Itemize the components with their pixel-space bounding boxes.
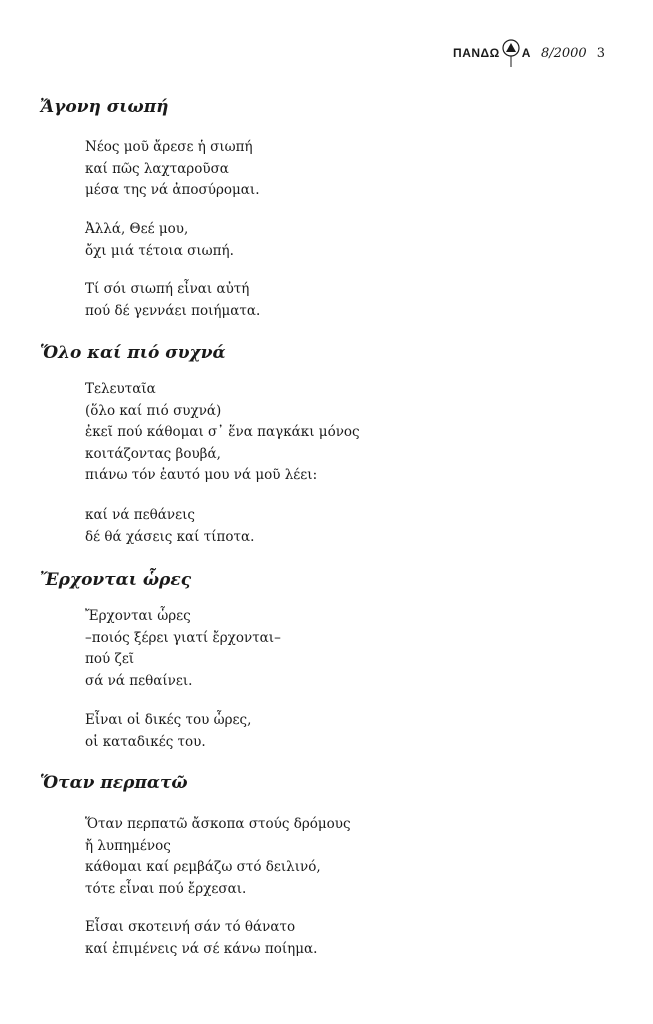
poem-line: Νέος μοῦ ἄρεσε ἡ σιωπή <box>85 139 253 155</box>
poem-title: Ἔρχονται ὧρες <box>40 570 192 590</box>
poem-stanza <box>85 279 260 322</box>
logo-text-left: ΠΑΝΔΩ <box>453 46 500 60</box>
poem-line: ὄχι μιά τέτοια σιωπή. <box>85 242 234 259</box>
poem-line: καί νά πεθάνεις <box>85 507 195 523</box>
poem-title: Ὅλο καί πιό συχνά <box>40 343 226 363</box>
poem-line: μέσα της νά ἀποσύρομαι. <box>85 182 260 198</box>
poem-stanza <box>85 219 234 262</box>
poem-line: καί ἐπιμένεις νά σέ κάνω ποίημα. <box>85 940 318 957</box>
page-header <box>453 38 605 68</box>
poem-line: κάθομαι καί ρεμβάζω στό δειλινό, <box>85 859 321 875</box>
poem-line: Τελευταῖα <box>85 381 156 397</box>
poem-stanza <box>85 505 254 548</box>
poem-line: Εἶσαι σκοτεινή σάν τό θάνατο <box>85 919 296 935</box>
poem-line: ἤ λυπημένος <box>85 837 171 854</box>
poem-title: Ὅταν περπατῶ <box>40 773 188 793</box>
poem-line: Ἀλλά, Θεέ μου, <box>85 221 189 237</box>
poem-line: κοιτάζοντας βουβά, <box>85 445 221 462</box>
poem-stanza <box>85 379 360 487</box>
poem-line: Εἶναι οἱ δικές του ὧρες, <box>85 712 252 728</box>
poem-stanza <box>85 710 251 753</box>
logo-emblem-icon <box>501 38 521 68</box>
poem-line: σά νά πεθαίνει. <box>85 672 193 689</box>
poem-line: πιάνω τόν ἑαυτό μου νά μοῦ λέει: <box>85 467 318 483</box>
poem-line: καί πῶς λαχταροῦσα <box>85 160 229 177</box>
poem-line: Ἔρχονται ὧρες <box>85 608 191 624</box>
poem-title: Ἄγονη σιωπή <box>40 97 169 117</box>
poem-line: Ὅταν περπατῶ ἄσκοπα στούς δρόμους <box>85 816 351 832</box>
poem-stanza <box>85 917 317 960</box>
poem-line: πού ζεῖ <box>85 651 135 667</box>
poem-line: τότε εἶναι πού ἔρχεσαι. <box>85 880 247 897</box>
poem-stanza <box>85 606 281 692</box>
poem-line: –ποιός ξέρει γιατί ἔρχονται– <box>85 629 281 646</box>
poem-line: οἱ καταδικές του. <box>85 733 206 750</box>
poem-line: δέ θά χάσεις καί τίποτα. <box>85 528 255 545</box>
issue-number: 8/2000 <box>540 45 587 61</box>
poem-stanza <box>85 137 260 202</box>
poem-line: (ὅλο καί πιό συχνά) <box>85 402 222 419</box>
poem-line: πού δέ γεννάει ποιήματα. <box>85 302 261 319</box>
poem-line: Τί σόι σιωπή εἶναι αὐτή <box>85 281 250 297</box>
page-number: 3 <box>596 45 605 61</box>
magazine-logo <box>453 38 531 68</box>
poem-line: ἐκεῖ πού κάθομαι σ᾽ ἕνα παγκάκι μόνος <box>85 424 360 440</box>
poem-stanza <box>85 814 351 900</box>
logo-text-right: Α <box>521 46 531 60</box>
